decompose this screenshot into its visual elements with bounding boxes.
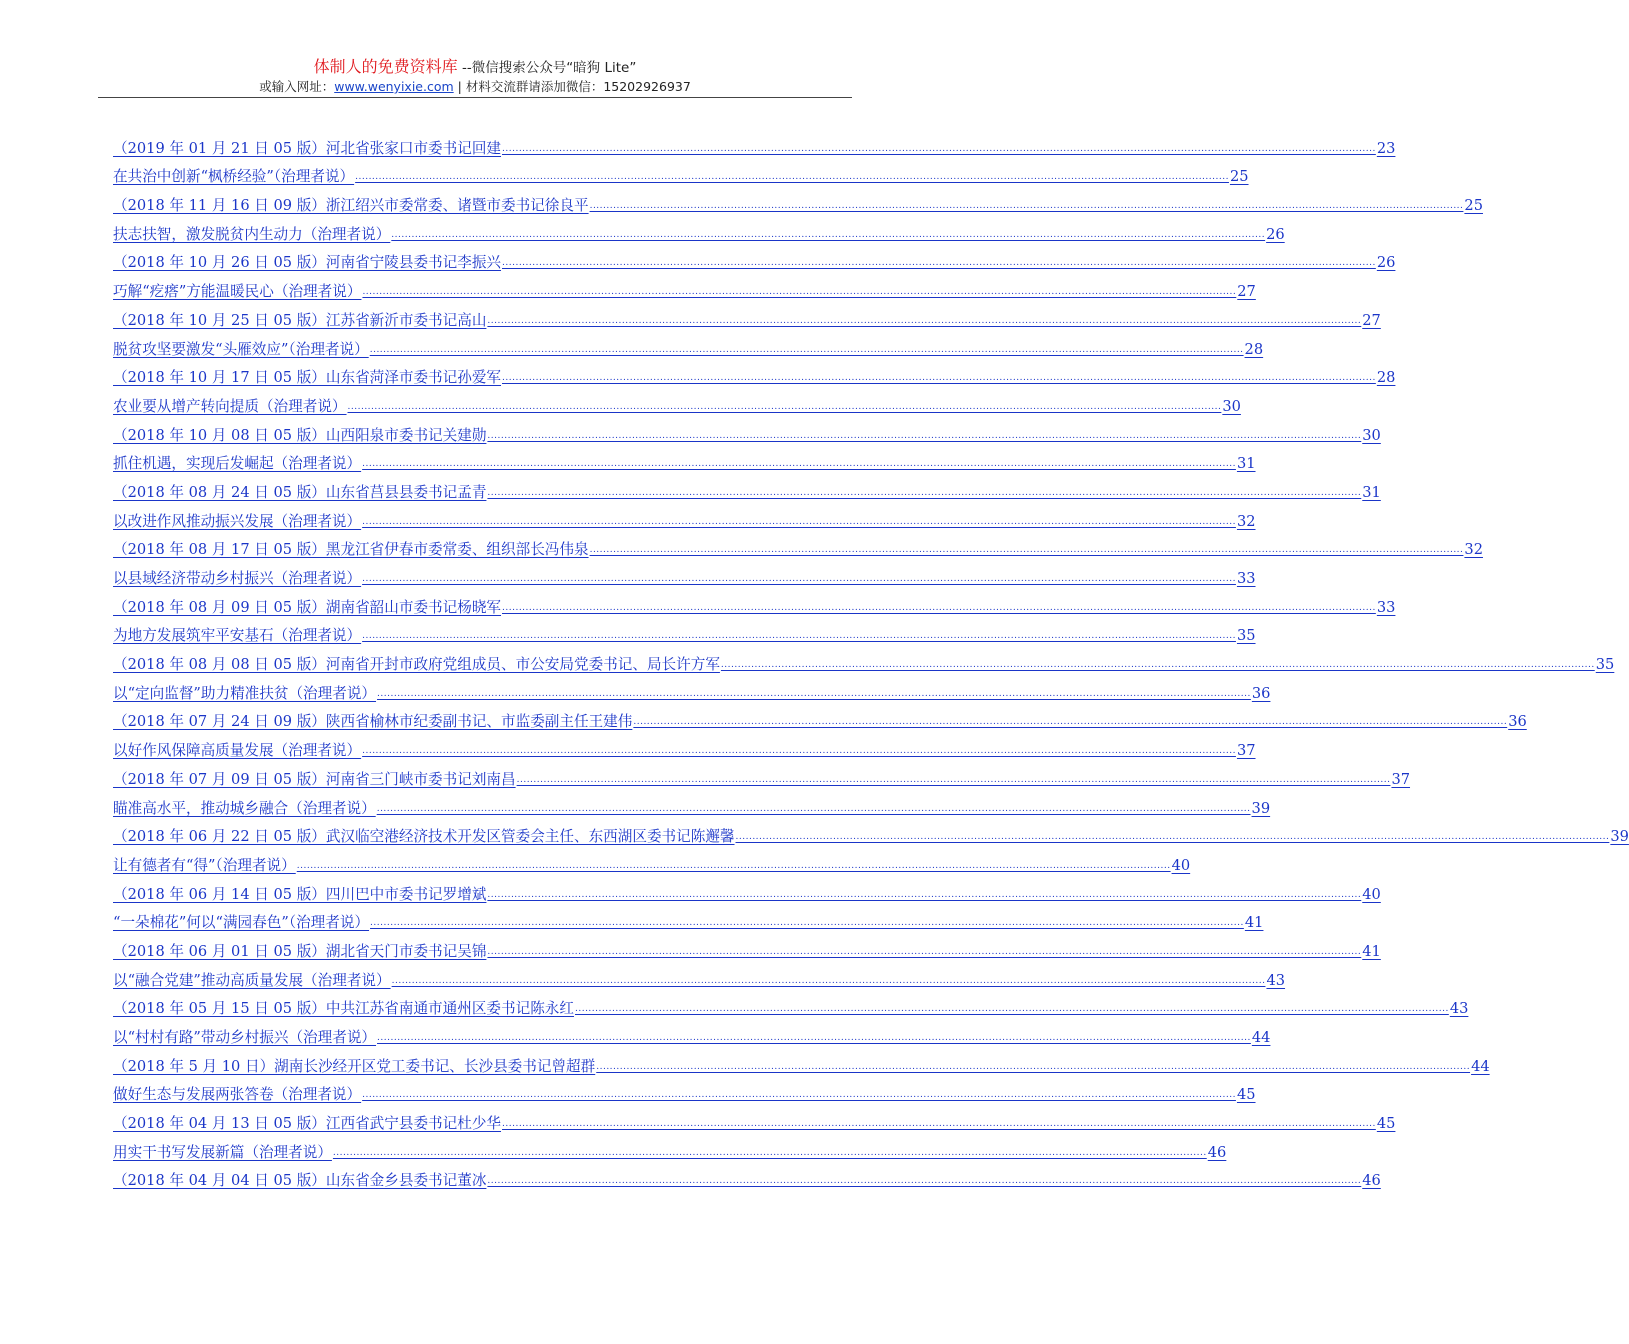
toc-entry-title: （2018 年 10 月 25 日 05 版）江苏省新沂市委书记高山 [113, 311, 487, 329]
header-url-prefix: 或输入网址： [259, 79, 335, 94]
toc-entry-page-number: 46 [1207, 1143, 1227, 1161]
toc-entry-page-number: 44 [1471, 1057, 1490, 1075]
toc-entry-title: 用实干书写发展新篇（治理者说） [113, 1143, 332, 1161]
toc-entry-title: 以好作风保障高质量发展（治理者说） [113, 742, 362, 760]
toc-entry[interactable] [113, 704, 1527, 733]
toc-entry-title: 瞄准高水平，推动城乡融合（治理者说） [113, 799, 376, 817]
toc-dot-leader: .................................................................................................................................................................................................................................................................... [391, 229, 1266, 240]
toc-entry-page-number: 31 [1362, 483, 1381, 501]
toc-entry-title: “一朵棉花”何以“满园春色”（治理者说） [113, 914, 370, 932]
toc-entry-page-number: 41 [1362, 942, 1381, 960]
toc-entry[interactable] [113, 905, 1264, 934]
toc-dot-leader: .................................................................................................................................................................................................................................................................... [362, 459, 1236, 470]
toc-entry-page-number: 26 [1376, 254, 1396, 272]
toc-entry-page-number: 39 [1251, 799, 1271, 817]
toc-entry[interactable] [113, 761, 1411, 790]
header-url-link[interactable]: www.wenyixie.com [334, 79, 454, 94]
toc-entry-page-number: 46 [1362, 1172, 1381, 1190]
toc-dot-leader: .................................................................................................................................................................................................................................................................... [735, 832, 1610, 843]
toc-entry[interactable] [113, 618, 1256, 647]
toc-entry-title: 以“村村有路”带动乡村振兴（治理者说） [113, 1029, 377, 1046]
toc-entry-page-number: 25 [1464, 197, 1483, 215]
toc-entry-title: （2018 年 08 月 24 日 05 版）山东省莒县县委书记孟青 [113, 483, 487, 501]
toc-entry-title: （2018 年 08 月 17 日 05 版）黑龙江省伊春市委常委、组织部长冯伟泉 [113, 541, 589, 559]
toc-entry-page-number: 35 [1236, 627, 1256, 645]
toc-entry[interactable] [113, 847, 1191, 876]
toc-dot-leader: .................................................................................................................................................................................................................................................................... [362, 1090, 1236, 1101]
toc-entry[interactable] [113, 991, 1469, 1020]
toc-entry[interactable] [113, 360, 1396, 389]
toc-entry-page-number: 23 [1376, 139, 1396, 157]
toc-entry-page-number: 39 [1610, 828, 1629, 846]
toc-entry-title: 以“融合党建”推动高质量发展（治理者说） [113, 971, 391, 989]
toc-entry-title: （2018 年 06 月 01 日 05 版）湖北省天门市委书记吴锦 [113, 942, 487, 960]
toc-entry[interactable] [113, 962, 1286, 991]
toc-dot-leader: .................................................................................................................................................................................................................................................................... [362, 574, 1236, 584]
toc-entry-page-number: 43 [1449, 1000, 1469, 1018]
toc-entry[interactable] [113, 130, 1396, 159]
toc-dot-leader: .................................................................................................................................................................................................................................................................... [377, 688, 1251, 699]
table-of-contents [113, 130, 1629, 1191]
toc-dot-leader: .................................................................................................................................................................................................................................................................... [502, 373, 1376, 384]
toc-entry[interactable] [113, 159, 1249, 188]
toc-entry[interactable] [113, 1048, 1490, 1077]
toc-entry[interactable] [113, 675, 1271, 704]
toc-entry[interactable] [113, 302, 1381, 331]
header-divider [98, 97, 852, 98]
toc-dot-leader: .................................................................................................................................................................................................................................................................... [596, 1061, 1471, 1072]
toc-dot-leader: .................................................................................................................................................................................................................................................................... [370, 918, 1244, 929]
toc-entry-title: （2018 年 05 月 15 日 05 版）中共江苏省南通市通州区委书记陈永红 [113, 1000, 574, 1018]
toc-dot-leader: .................................................................................................................................................................................................................................................................... [355, 172, 1229, 183]
toc-entry[interactable] [113, 1163, 1381, 1192]
toc-entry-title: 以“定向监督”助力精准扶贫（治理者说） [113, 684, 377, 702]
toc-dot-leader: .................................................................................................................................................................................................................................................................... [502, 602, 1376, 613]
toc-dot-leader: .................................................................................................................................................................................................................................................................... [362, 516, 1236, 527]
toc-entry-title: （2018 年 07 月 09 日 05 版）河南省三门峡市委书记刘南昌 [113, 770, 516, 788]
toc-entry[interactable] [113, 273, 1256, 302]
toc-dot-leader: .................................................................................................................................................................................................................................................................... [720, 660, 1595, 671]
toc-entry-title: （2018 年 08 月 09 日 05 版）湖南省韶山市委书记杨晓军 [113, 598, 502, 616]
toc-dot-leader: .................................................................................................................................................................................................................................................................... [487, 430, 1362, 441]
toc-dot-leader: .................................................................................................................................................................................................................................................................... [487, 889, 1362, 900]
toc-dot-leader: .................................................................................................................................................................................................................................................................... [589, 201, 1464, 212]
toc-entry-title: 扶志扶智，激发脱贫内生动力（治理者说） [113, 225, 391, 243]
toc-dot-leader: .................................................................................................................................................................................................................................................................... [362, 631, 1236, 642]
toc-entry-page-number: 33 [1376, 598, 1396, 616]
toc-entry-title: （2019 年 01 月 21 日 05 版）河北省张家口市委书记回建 [113, 139, 502, 157]
toc-entry-page-number: 28 [1376, 369, 1396, 387]
toc-dot-leader: .................................................................................................................................................................................................................................................................... [502, 258, 1376, 269]
toc-entry-page-number: 30 [1222, 397, 1241, 415]
toc-entry-title: 让有德者有“得”（治理者说） [113, 856, 296, 874]
toc-dot-leader: .................................................................................................................................................................................................................................................................... [487, 315, 1362, 326]
toc-entry-page-number: 32 [1236, 512, 1256, 530]
toc-entry-title: 做好生态与发展两张答卷（治理者说） [113, 1086, 362, 1104]
toc-entry-title: （2018 年 04 月 04 日 05 版）山东省金乡县委书记董冰 [113, 1172, 487, 1190]
toc-entry[interactable] [113, 560, 1256, 589]
toc-entry-title: 以县域经济带动乡村振兴（治理者说） [113, 570, 362, 587]
toc-entry-title: 为地方发展筑牢平安基石（治理者说） [113, 627, 362, 645]
header-line-2 [98, 78, 852, 96]
toc-entry-page-number: 36 [1508, 713, 1527, 731]
toc-entry-title: （2018 年 06 月 22 日 05 版）武汉临空港经济技术开发区管委会主任、东西湖区委书记陈邂馨 [113, 828, 735, 846]
toc-entry-page-number: 27 [1362, 311, 1381, 329]
toc-entry[interactable] [113, 503, 1256, 532]
toc-entry-page-number: 25 [1229, 168, 1249, 186]
toc-entry[interactable] [113, 1077, 1256, 1106]
toc-entry-title: （2018 年 11 月 16 日 09 版）浙江绍兴市委常委、诸暨市委书记徐良平 [113, 197, 589, 215]
toc-entry-page-number: 37 [1236, 742, 1256, 760]
toc-entry[interactable] [113, 417, 1381, 446]
toc-entry[interactable] [113, 388, 1241, 417]
toc-entry[interactable] [113, 446, 1256, 475]
toc-dot-leader: .................................................................................................................................................................................................................................................................... [502, 143, 1376, 154]
toc-entry[interactable] [113, 1105, 1396, 1134]
header-line-1 [98, 56, 852, 78]
header-subtitle: --微信搜索公众号“暗狗 Lite” [457, 60, 637, 76]
toc-entry-page-number: 35 [1595, 656, 1615, 674]
toc-entry-page-number: 43 [1266, 971, 1286, 989]
toc-entry-title: （2018 年 07 月 24 日 09 版）陕西省榆林市纪委副书记、市监委副主任王建伟 [113, 713, 633, 731]
toc-dot-leader: .................................................................................................................................................................................................................................................................... [516, 774, 1391, 785]
toc-entry[interactable] [113, 245, 1396, 274]
toc-entry-page-number: 36 [1251, 684, 1271, 702]
toc-dot-leader: .................................................................................................................................................................................................................................................................... [362, 287, 1237, 298]
toc-dot-leader: .................................................................................................................................................................................................................................................................... [362, 746, 1236, 757]
toc-dot-leader: .................................................................................................................................................................................................................................................................... [296, 860, 1171, 871]
toc-entry-title: 以改进作风推动振兴发展（治理者说） [113, 512, 362, 530]
toc-dot-leader: .................................................................................................................................................................................................................................................................... [633, 717, 1508, 728]
toc-entry-page-number: 26 [1266, 225, 1285, 243]
toc-entry[interactable] [113, 589, 1396, 618]
toc-entry[interactable] [113, 732, 1256, 761]
toc-entry-title: （2018 年 10 月 26 日 05 版）河南省宁陵县委书记李振兴 [113, 254, 502, 272]
toc-entry-title: （2018 年 10 月 08 日 05 版）山西阳泉市委书记关建勋 [113, 426, 487, 444]
toc-dot-leader: .................................................................................................................................................................................................................................................................... [502, 1119, 1376, 1130]
toc-entry-title: （2018 年 10 月 17 日 05 版）山东省菏泽市委书记孙爱军 [113, 369, 502, 387]
toc-entry-page-number: 40 [1171, 856, 1191, 874]
toc-entry[interactable] [113, 216, 1285, 245]
toc-entry-title: 巧解“疙瘩”方能温暖民心（治理者说） [113, 283, 362, 301]
toc-entry-page-number: 40 [1362, 885, 1381, 903]
toc-dot-leader: .................................................................................................................................................................................................................................................................... [376, 803, 1251, 814]
toc-dot-leader: .................................................................................................................................................................................................................................................................... [487, 487, 1362, 498]
toc-entry-title: （2018 年 04 月 13 日 05 版）江西省武宁县委书记杜少华 [113, 1115, 502, 1133]
header-wechat-note: | 材料交流群请添加微信：15202926937 [453, 79, 691, 94]
toc-dot-leader: .................................................................................................................................................................................................................................................................... [332, 1147, 1207, 1158]
toc-entry-title: 抓住机遇，实现后发崛起（治理者说） [113, 455, 362, 473]
toc-entry-title: （2018 年 5 月 10 日）湖南长沙经开区党工委书记、长沙县委书记曾超群 [113, 1057, 596, 1075]
toc-dot-leader: .................................................................................................................................................................................................................................................................... [487, 946, 1362, 957]
toc-entry-page-number: 44 [1251, 1029, 1271, 1046]
toc-entry-page-number: 41 [1244, 914, 1264, 932]
toc-dot-leader: .................................................................................................................................................................................................................................................................... [487, 1176, 1362, 1187]
toc-entry-title: 在共治中创新“枫桥经验”（治理者说） [113, 168, 355, 186]
toc-entry[interactable] [113, 1019, 1271, 1048]
toc-entry-page-number: 37 [1391, 770, 1411, 788]
toc-entry[interactable] [113, 790, 1271, 819]
toc-entry-page-number: 30 [1362, 426, 1381, 444]
toc-entry[interactable] [113, 819, 1629, 848]
toc-dot-leader: .................................................................................................................................................................................................................................................................... [574, 1004, 1449, 1015]
toc-entry[interactable] [113, 876, 1381, 905]
toc-entry[interactable] [113, 474, 1381, 503]
toc-entry[interactable] [113, 933, 1381, 962]
toc-entry-page-number: 28 [1244, 340, 1264, 358]
toc-entry-title: （2018 年 06 月 14 日 05 版）四川巴中市委书记罗增斌 [113, 885, 487, 903]
toc-dot-leader: .................................................................................................................................................................................................................................................................... [377, 1033, 1251, 1043]
toc-dot-leader: .................................................................................................................................................................................................................................................................... [589, 545, 1464, 556]
toc-entry[interactable] [113, 532, 1483, 561]
toc-entry[interactable] [113, 1134, 1227, 1163]
toc-dot-leader: .................................................................................................................................................................................................................................................................... [369, 344, 1244, 355]
toc-entry[interactable] [113, 331, 1264, 360]
toc-entry[interactable] [113, 187, 1483, 216]
toc-entry-page-number: 33 [1236, 570, 1256, 587]
toc-entry-page-number: 45 [1236, 1086, 1256, 1104]
toc-entry-title: 农业要从增产转向提质（治理者说） [113, 397, 347, 415]
toc-entry-page-number: 27 [1237, 283, 1256, 301]
toc-entry-page-number: 31 [1236, 455, 1256, 473]
toc-dot-leader: .................................................................................................................................................................................................................................................................... [391, 975, 1266, 986]
toc-entry-page-number: 32 [1464, 541, 1483, 559]
toc-entry-title: 脱贫攻坚要激发“头雁效应”（治理者说） [113, 340, 369, 358]
toc-entry-title: （2018 年 08 月 08 日 05 版）河南省开封市政府党组成员、市公安局党委书记、局长许方军 [113, 656, 720, 674]
toc-entry-page-number: 45 [1376, 1115, 1396, 1133]
page-header [98, 56, 852, 96]
toc-dot-leader: .................................................................................................................................................................................................................................................................... [347, 401, 1222, 412]
toc-entry[interactable] [113, 646, 1615, 675]
header-title: 体制人的免费资料库 [313, 57, 458, 76]
